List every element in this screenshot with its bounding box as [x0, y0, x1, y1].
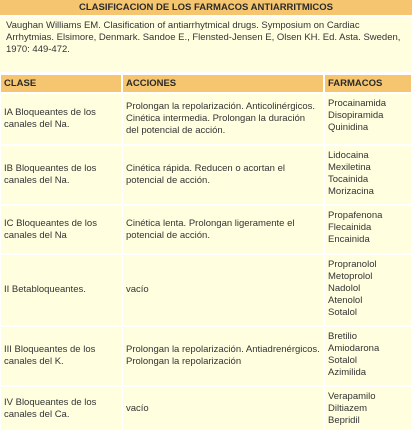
cell-clase	[1, 327, 121, 385]
drug-item: Procainamida	[328, 98, 387, 109]
cell-clase	[1, 255, 121, 325]
header-acciones: ACCIONES	[123, 75, 323, 92]
cell-acciones	[123, 146, 323, 204]
header-clase: CLASE	[1, 75, 121, 92]
drug-item: Metoprolol	[328, 271, 373, 282]
drug-item: Mexiletina	[328, 162, 371, 173]
table-row	[1, 94, 411, 144]
drug-item: Lidocaina	[328, 150, 369, 161]
drug-item: Quinidina	[328, 122, 369, 133]
drug-item: Diltiazem	[328, 403, 368, 414]
cell-farmacos	[325, 327, 411, 385]
clase-text: IA Bloqueantes de los canales del Na.	[4, 107, 96, 130]
drug-item: Disopiramida	[328, 110, 384, 121]
cell-clase	[1, 387, 121, 430]
cell-farmacos	[325, 255, 411, 325]
cell-clase	[1, 94, 121, 144]
drug-item: Verapamilo	[328, 391, 376, 402]
clase-text: IV Bloqueantes de los canales del Ca.	[4, 396, 97, 420]
drug-item: Morizacina	[328, 186, 374, 197]
page-title: CLASIFICACION DE LOS FARMACOS ANTIARRITMICOS	[0, 0, 412, 16]
cell-acciones	[123, 206, 323, 253]
cell-acciones	[123, 255, 323, 325]
table-row	[1, 387, 411, 430]
drug-item: Tocainida	[328, 174, 369, 185]
cell-farmacos	[325, 387, 411, 430]
cell-acciones	[123, 387, 323, 430]
acciones-text: vacío	[126, 402, 149, 414]
cell-acciones	[123, 327, 323, 385]
drug-item: Sotalol	[328, 307, 358, 318]
cell-farmacos	[325, 206, 411, 253]
drug-item: Propafenona	[328, 210, 383, 221]
clase-text: II Betabloqueantes.	[4, 284, 86, 295]
acciones-text: Cinética rápida. Reducen o acortan el potencial de acción.	[126, 163, 285, 186]
drug-item: Flecainida	[328, 222, 372, 233]
table-row	[1, 255, 411, 325]
cell-clase	[1, 146, 121, 204]
acciones-text: Prolongan la repolarización. Anticolinérgicos. Cinética intermedia. Prolongan la duración del potencial de acción.	[126, 101, 316, 136]
acciones-text: Prolongan la repolarización. Antiadrenérgicos. Prolongan la repolarización	[126, 344, 320, 367]
drug-item: Atenolol	[328, 295, 363, 306]
table-row	[1, 146, 411, 204]
drug-item: Bretilio	[328, 331, 358, 342]
clase-text: IC Bloqueantes de los canales del Na	[4, 217, 97, 241]
clase-text: III Bloqueantes de los canales del K.	[4, 344, 96, 367]
drug-item: Azimilida	[328, 367, 367, 378]
acciones-text: Cinética lenta. Prolongan ligeramente el potencial de acción.	[126, 217, 295, 241]
acciones-text: vacío	[126, 284, 149, 295]
drug-item: Sotalol	[328, 355, 358, 366]
drug-item: Propranolol	[328, 259, 377, 270]
reference-citation: Vaughan Williams EM. Clasification of antiarrhytmical drugs. Symposium on Cardiac Arrhytmias. Elsimore, Denmark. Sandoe E., Flensted-Jensen E, Olsen KH. Ed. Asta. Sweden, 1970: 449-472.	[0, 17, 412, 72]
drug-item: Amiodarona	[328, 343, 380, 354]
header-farmacos: FARMACOS	[325, 75, 411, 92]
drug-item: Encainida	[328, 234, 370, 245]
table-header-row	[1, 75, 411, 92]
cell-acciones	[123, 94, 323, 144]
table-row	[1, 327, 411, 385]
clase-text: IB Bloqueantes de los canales del Na.	[4, 163, 97, 186]
drug-item: Bepridil	[328, 415, 360, 426]
drug-item: Nadolol	[328, 283, 361, 294]
table-row	[1, 206, 411, 253]
cell-farmacos	[325, 94, 411, 144]
cell-farmacos	[325, 146, 411, 204]
cell-clase	[1, 206, 121, 253]
